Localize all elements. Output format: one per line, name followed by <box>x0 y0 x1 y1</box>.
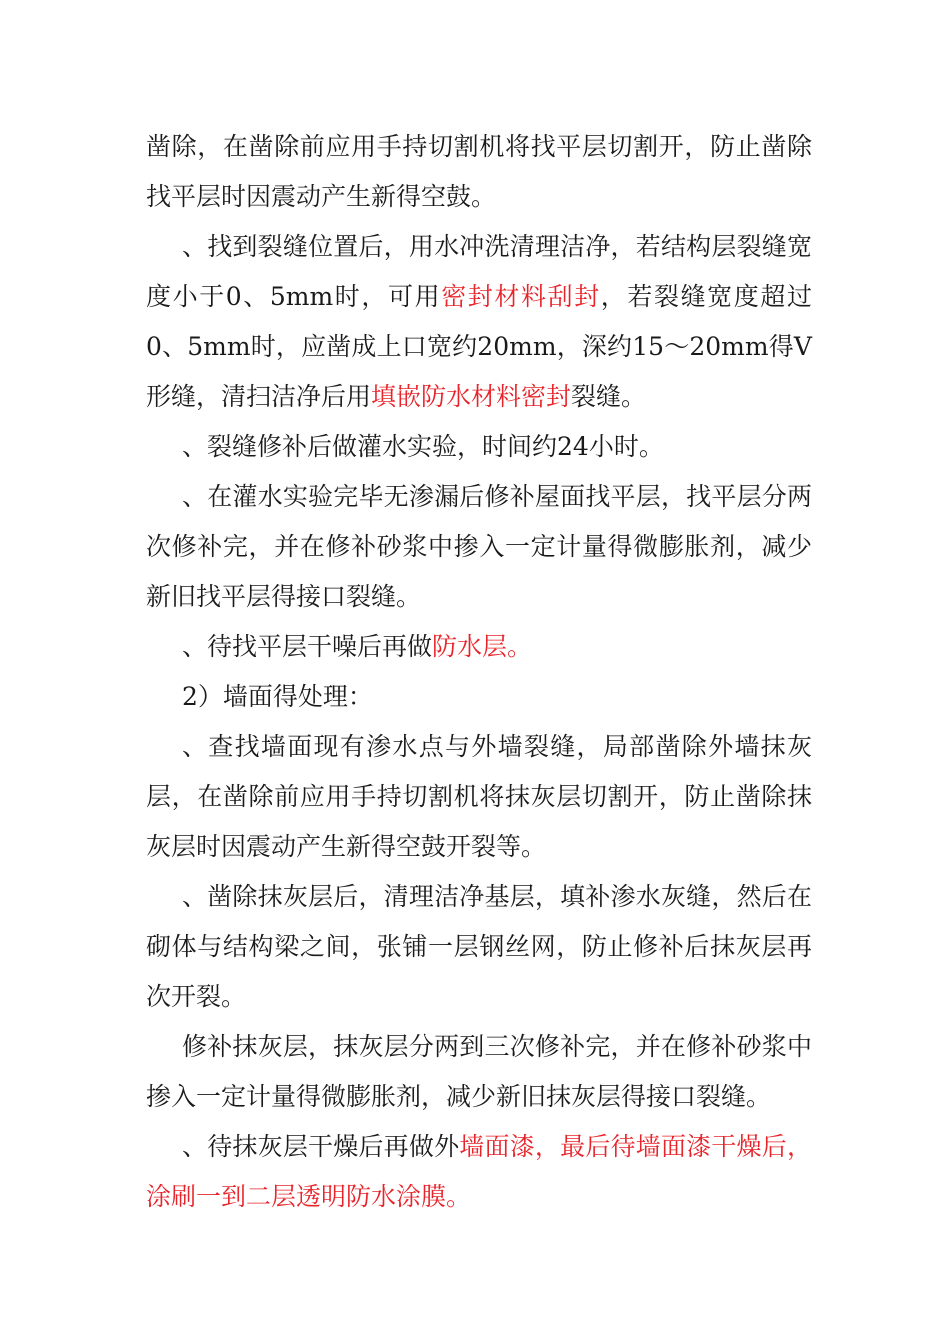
paragraph <box>146 222 812 422</box>
paragraph <box>146 672 812 722</box>
paragraph <box>146 422 812 472</box>
highlighted-text: 密封材料刮封 <box>441 282 601 311</box>
text-segment: ，若裂缝宽度超过0、5mm时，应凿成上口宽约20mm，深约15～20mm得V形缝，清扫洁净后用 <box>146 282 812 411</box>
text-segment: 、凿除抹灰层后，清理洁净基层，填补渗水灰缝，然后在砌体与结构梁之间，张铺一层钢丝网，防止修补后抹灰层再次开裂。 <box>146 882 812 1011</box>
text-segment: 、待抹灰层干燥后再做外 <box>182 1132 460 1161</box>
highlighted-text: 墙面漆，最后待墙面漆干燥后，涂刷一到二层透明防水涂膜。 <box>146 1132 812 1211</box>
text-segment: 、裂缝修补后做灌水实验，时间约24小时。 <box>182 432 664 461</box>
text-segment: 裂缝。 <box>571 382 647 411</box>
highlighted-text: 填嵌防水材料密封 <box>371 382 572 411</box>
text-segment: 、查找墙面现有渗水点与外墙裂缝，局部凿除外墙抹灰层，在凿除前应用手持切割机将抹灰层切割开，防止凿除抹灰层时因震动产生新得空鼓开裂等。 <box>146 732 812 861</box>
paragraph <box>146 872 812 1022</box>
document-body <box>146 122 812 1222</box>
highlighted-text: 防水层。 <box>432 632 533 661</box>
paragraph <box>146 472 812 622</box>
paragraph <box>146 122 812 222</box>
text-segment: 、在灌水实验完毕无渗漏后修补屋面找平层，找平层分两次修补完，并在修补砂浆中掺入一定计量得微膨胀剂，减少新旧找平层得接口裂缝。 <box>146 482 812 611</box>
paragraph <box>146 1122 812 1222</box>
text-segment: 修补抹灰层，抹灰层分两到三次修补完，并在修补砂浆中掺入一定计量得微膨胀剂，减少新旧抹灰层得接口裂缝。 <box>146 1032 812 1111</box>
paragraph <box>146 1022 812 1122</box>
text-segment: 、待找平层干噪后再做 <box>182 632 433 661</box>
text-segment: 凿除，在凿除前应用手持切割机将找平层切割开，防止凿除找平层时因震动产生新得空鼓。 <box>146 132 812 211</box>
paragraph <box>146 622 812 672</box>
text-segment: 2）墙面得处理： <box>182 682 373 711</box>
text-segment: 、找到裂缝位置后，用水冲洗清理洁净，若结构层裂缝宽度小于0、5mm时，可用 <box>146 232 812 311</box>
paragraph <box>146 722 812 872</box>
